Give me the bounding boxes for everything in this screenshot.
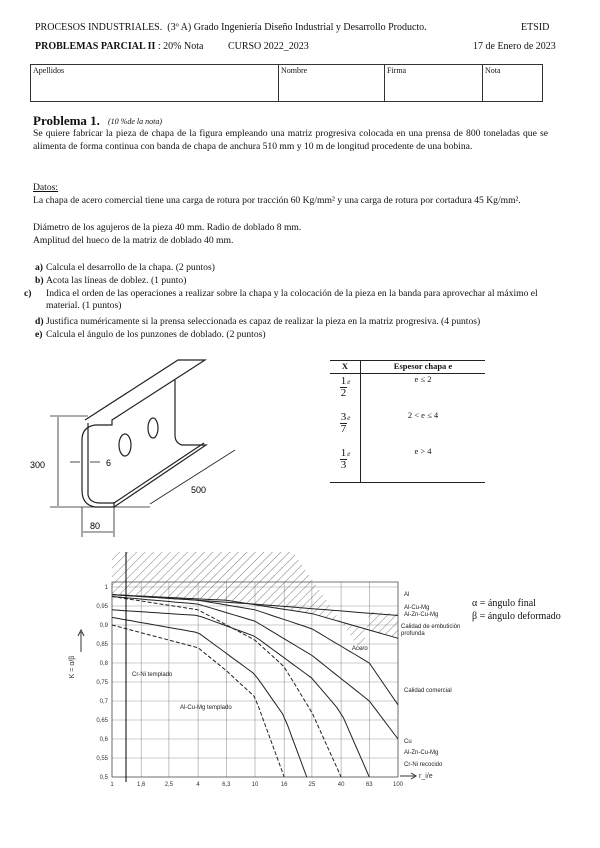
curve-label-crni-recocido: Cr-Ni recocido	[404, 762, 443, 768]
x-tick-label: 2,5	[164, 782, 174, 788]
school-name: ETSID	[521, 22, 550, 33]
y-axis-label: K = α/β	[69, 655, 76, 679]
y-tick-label: 1	[104, 585, 108, 591]
student-info-table	[30, 64, 543, 102]
curve-label-crni-templado: Cr-Ni templado	[132, 672, 173, 678]
field-nombre[interactable]: Nombre	[279, 65, 385, 102]
x-arrow-icon	[400, 773, 416, 779]
problem-title: Problema 1.	[33, 113, 100, 128]
question-b	[35, 275, 550, 287]
question-text: Acota las líneas de doblez. (1 punto)	[46, 275, 187, 286]
x-tick-label: 63	[365, 782, 373, 788]
question-e	[35, 329, 550, 341]
y-tick-label: 0,8	[99, 661, 108, 667]
problem-statement: Se quiere fabricar la pieza de chapa de la figura empleando una matriz progresiva colocada en una prensa de 800 toneladas que se alimenta de forma continua con banda de chapa de anchura 510 mm y 10 m de longitud procedente de una bobina.	[33, 128, 548, 152]
x-factor-table	[330, 360, 485, 483]
y-tick-label: 0,95	[96, 604, 108, 610]
x-table-row: $\frac{1}{3}$ e e > 4	[330, 446, 485, 482]
question-label: d)	[35, 316, 44, 327]
y-tick-label: 0,6	[99, 737, 108, 743]
thickness-condition: 2 < e ≤ 4	[407, 410, 439, 420]
x-axis-label: r_i/e	[419, 773, 433, 780]
question-text: Indica el orden de las operaciones a realizar sobre la chapa y la colocación de la pieza en la banda para aprovechar al máximo el material. (1 puntos)	[46, 288, 538, 311]
question-text: Calcula el desarrollo de la chapa. (2 puntos)	[46, 262, 215, 273]
header-line-2	[35, 41, 309, 52]
course-name: PROCESOS INDUSTRIALES.	[35, 22, 163, 33]
data-line-2: Diámetro de los agujeros de la pieza 40 mm. Radio de doblado 8 mm.	[33, 222, 302, 233]
field-nota[interactable]: Nota	[483, 65, 543, 102]
curve-label-cu: Cu	[404, 739, 412, 745]
dim-thickness: 6	[106, 458, 112, 468]
field-firma[interactable]: Firma	[385, 65, 483, 102]
y-tick-label: 0,85	[96, 642, 108, 648]
x-col-header: X	[330, 361, 361, 373]
x-tick-label: 1	[110, 782, 114, 788]
question-a	[35, 262, 550, 274]
x-table-header	[330, 361, 485, 374]
question-text: Calcula el ángulo de los punzones de doblado. (2 puntos)	[46, 329, 266, 340]
curve-label-profunda: profunda	[401, 631, 425, 637]
question-label: c)	[24, 288, 32, 299]
y-arrow-icon	[78, 630, 84, 652]
exam-date: 17 de Enero de 2023	[473, 41, 556, 52]
curve-label-embuticion: Calidad de embutición	[401, 624, 461, 630]
y-tick-label: 0,5	[99, 775, 108, 781]
springback-chart	[60, 552, 470, 792]
degree-name: Grado Ingeniería Diseño Industrial y Desarrollo Producto.	[193, 22, 427, 33]
thickness-col-header: Espesor chapa e	[393, 361, 453, 371]
y-tick-label: 0,7	[99, 699, 108, 705]
curve-label-comercial: Calidad comercial	[404, 688, 452, 694]
x-fraction: $\frac{3}{7}$	[340, 411, 347, 435]
field-apellidos[interactable]: Apellidos	[31, 65, 279, 102]
course-group: (3º A)	[167, 22, 192, 33]
curve-label-alcumg-templado: Al-Cu-Mg templado	[180, 705, 232, 711]
channel-part-drawing	[30, 355, 310, 545]
question-label: b)	[35, 275, 44, 286]
y-tick-label: 0,9	[99, 623, 108, 629]
question-d	[35, 316, 550, 328]
data-line-3: Amplitud del hueco de la matriz de doblado 40 mm.	[33, 235, 234, 246]
question-label: e)	[35, 329, 43, 340]
thickness-condition: e ≤ 2	[414, 374, 432, 384]
question-text: Justifica numéricamente si la prensa seleccionada es capaz de realizar la pieza en la matriz progresiva. (4 puntos)	[46, 316, 481, 327]
x-tick-label: 40	[337, 782, 345, 788]
question-c	[24, 288, 556, 312]
problem-note: (10 %de la nota)	[108, 117, 162, 126]
legend-alpha: α = ángulo final	[472, 598, 536, 609]
y-tick-label: 0,55	[96, 756, 108, 762]
dim-height: 300	[30, 460, 46, 470]
x-fraction: $\frac{1}{2}$	[340, 375, 347, 399]
course-year: CURSO 2022_2023	[227, 41, 309, 52]
x-tick-label: 1,6	[137, 782, 146, 788]
x-tick-label: 16	[280, 782, 288, 788]
curve-label-al: Al	[404, 592, 410, 598]
x-table-row: $\frac{3}{7}$ e 2 < e ≤ 4	[330, 410, 485, 446]
curve-label-alzncumg-2: Al-Zn-Cu-Mg	[404, 750, 439, 756]
exam-title: PROBLEMAS PARCIAL II	[35, 41, 156, 52]
legend-beta: β = ángulo deformado	[472, 611, 561, 622]
data-line-1: La chapa de acero comercial tiene una carga de rotura por tracción 60 Kg/mm² y una carga de rotura por cortadura 45 Kg/mm².	[33, 195, 521, 206]
curve-label-alcumg: Al-Cu-Mg	[404, 605, 430, 611]
dim-length: 500	[191, 485, 207, 495]
x-tick-label: 10	[251, 782, 259, 788]
x-tick-label: 6,3	[222, 782, 231, 788]
x-fraction: $\frac{1}{3}$	[340, 447, 347, 471]
region-label-acero: Acero	[352, 646, 368, 652]
dim-flange: 80	[90, 521, 101, 531]
x-tick-label: 4	[196, 782, 200, 788]
x-tick-label: 100	[392, 782, 404, 788]
y-tick-label: 0,65	[96, 718, 108, 724]
curve-label-alzncumg: Al-Zn-Cu-Mg	[404, 612, 439, 618]
question-label: a)	[35, 262, 43, 273]
data-title: Datos:	[33, 182, 59, 193]
x-table-row: $\frac{1}{2}$ e e ≤ 2	[330, 374, 485, 410]
y-tick-label: 0,75	[96, 680, 108, 686]
exam-weight: : 20% Nota	[157, 41, 204, 52]
x-tick-label: 25	[308, 782, 316, 788]
header-line-1	[35, 22, 427, 33]
thickness-condition: e > 4	[414, 446, 432, 456]
